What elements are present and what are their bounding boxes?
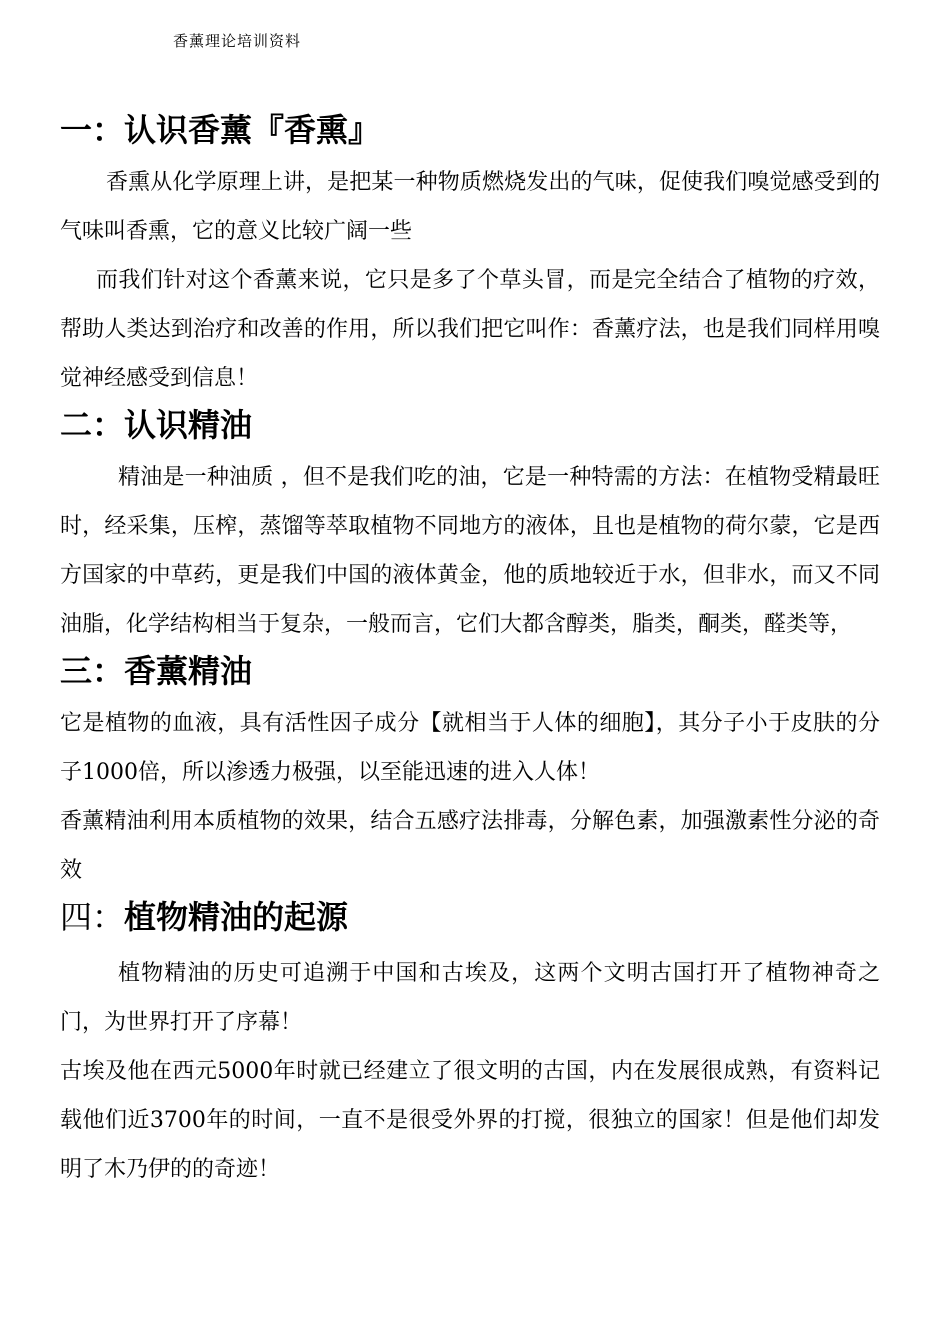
section-title: 认识精油 xyxy=(124,406,253,444)
paragraph: 而我们针对这个香薰来说，它只是多了个草头冒，而是完全结合了植物的疗效，帮助人类达到治疗和改善的作用，所以我们把它叫作：香薰疗法，也是我们同样用嗅觉神经感受到信息！ xyxy=(60,268,880,391)
section-number: 一： xyxy=(60,111,125,149)
section-title: 植物精油的起源 xyxy=(124,898,349,936)
section-number: 二： xyxy=(60,406,125,444)
section-heading-3 xyxy=(60,649,880,693)
paragraph: 香薰精油利用本质植物的效果，结合五感疗法排毒，分解色素，加强激素性分泌的奇效 xyxy=(60,809,880,883)
paragraph: 精油是一种油质 ，但不是我们吃的油，它是一种特需的方法：在植物受精最旺时，经采集，压榨，蒸馏等萃取植物不同地方的液体，且也是植物的荷尔蒙，它是西方国家的中草药，更是我们中国的液体黄金，他的质地较近于水，但非水，而又不同油脂，化学结构相当于复杂，一般而言，它们大都含醇类，脂类，酮类，醛类等， xyxy=(60,465,880,637)
section-title: 香薰精油 xyxy=(124,652,253,690)
section-heading-1 xyxy=(60,108,880,152)
section-heading-4 xyxy=(60,895,880,939)
section-title: 认识香薰『香熏』 xyxy=(124,111,381,149)
running-header: 香薰理论培训资料 xyxy=(173,32,302,50)
paragraph: 古埃及他在西元5000年时就已经建立了很文明的古国，内在发展很成熟，有资料记载他们近3700年的时间，一直不是很受外界的打搅，很独立的国家！但是他们却发明了木乃伊的的奇迹！ xyxy=(60,1059,880,1182)
paragraph: 它是植物的血液，具有活性因子成分【就相当于人体的细胞】，其分子小于皮肤的分子1000倍，所以渗透力极强，以至能迅速的进入人体！ xyxy=(60,711,880,785)
paragraph: 香熏从化学原理上讲，是把某一种物质燃烧发出的气味，促使我们嗅觉感受到的气味叫香熏，它的意义比较广阔一些 xyxy=(60,170,880,244)
section-heading-2 xyxy=(60,403,880,447)
paragraph: 植物精油的历史可追溯于中国和古埃及，这两个文明古国打开了植物神奇之门，为世界打开了序幕！ xyxy=(60,961,880,1035)
section-number: 四： xyxy=(60,898,125,936)
section-number: 三： xyxy=(60,652,125,690)
document-body xyxy=(60,108,880,1194)
